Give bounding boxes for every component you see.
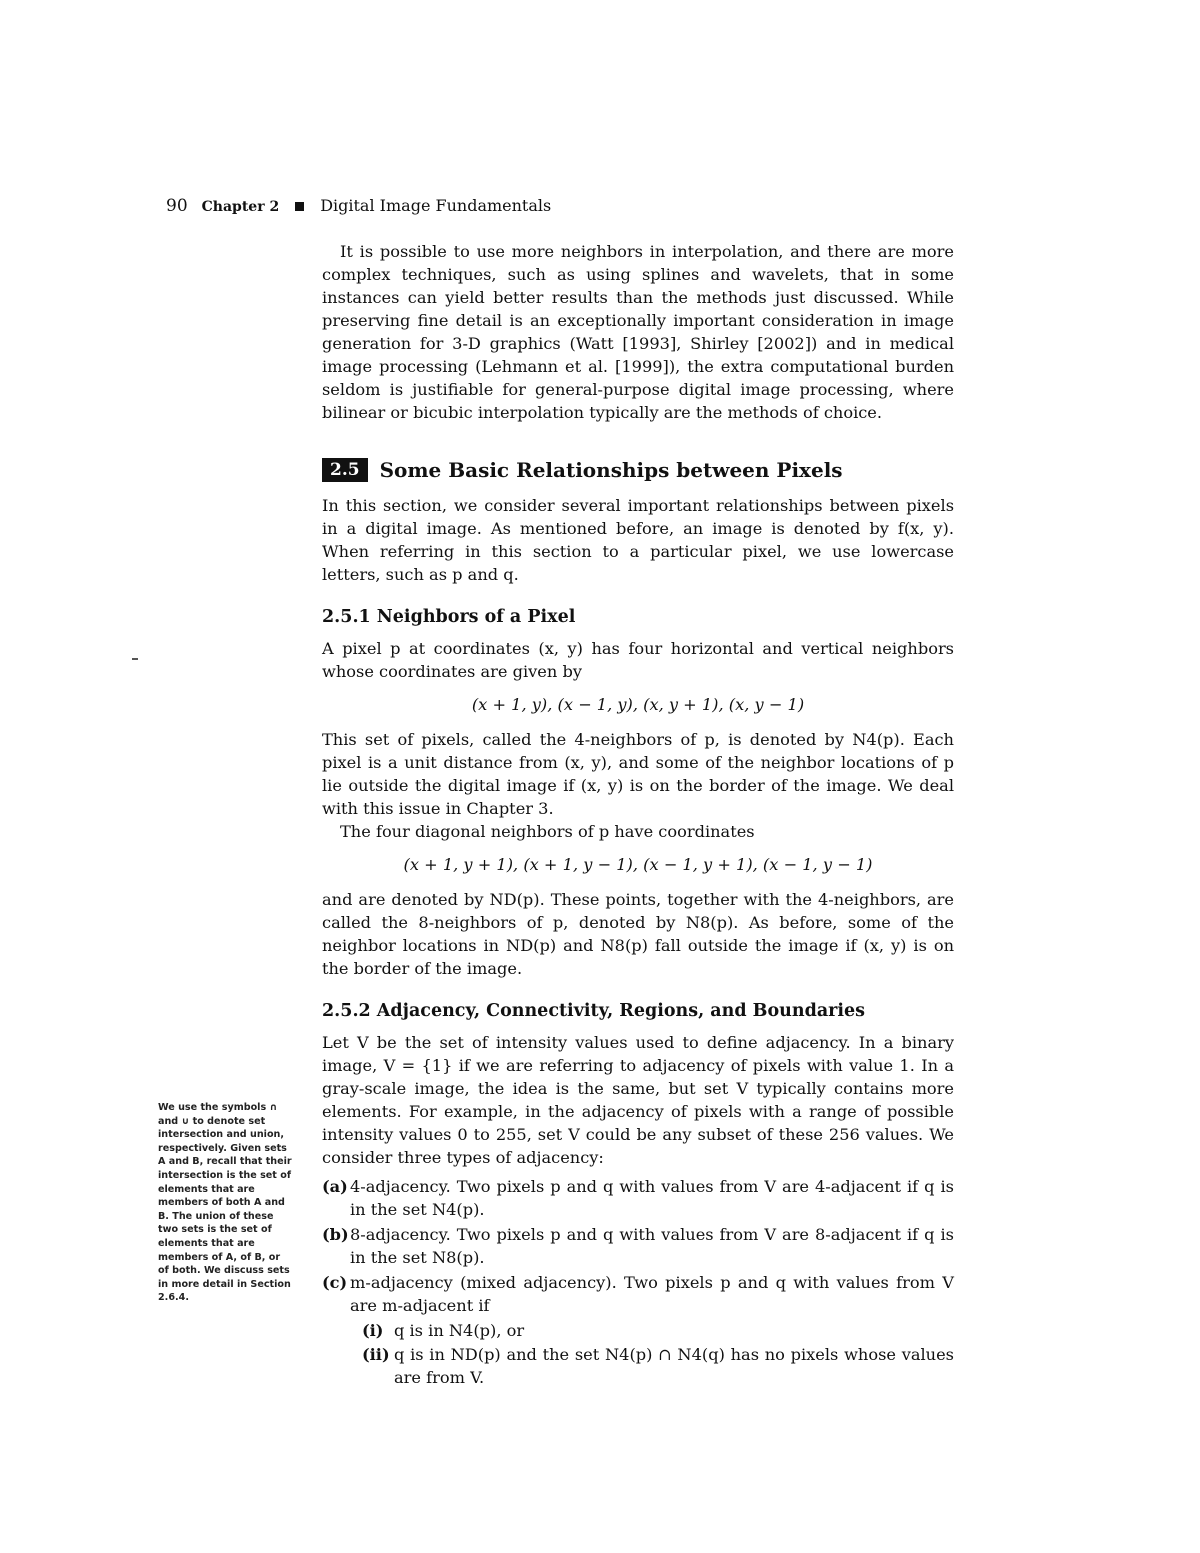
sub-list-item: [362, 1343, 954, 1389]
list-item-label: (a): [322, 1177, 348, 1196]
chapter-label: Chapter 2: [201, 199, 280, 215]
sub-list-item-label: (ii): [362, 1345, 390, 1364]
running-header: [166, 196, 551, 216]
equation-diagonal-neighbors: (x + 1, y + 1), (x + 1, y − 1), (x − 1, y + 1), (x − 1, y − 1): [403, 855, 873, 874]
subsection-heading-adjacency: 2.5.2 Adjacency, Connectivity, Regions, and Boundaries: [322, 1001, 866, 1021]
neighbors-paragraph-2: This set of pixels, called the 4-neighbors of p, is denoted by N4(p). Each pixel is a unit distance from (x, y), and some of the neighbor locations of p lie outside the digital image if (x, y) is on the border of the image. We deal with this issue in Chapter 3.: [322, 730, 954, 818]
margin-note: We use the symbols ∩ and ∪ to denote set intersection and union, respectively. Given sets A and B, recall that their intersection is the set of elements that are members of both A and B. The union of these two sets is the set of elements that are members of A, of B, or of both. We discuss sets in more detail in Section 2.6.4.: [158, 1102, 292, 1304]
section-number-badge: 2.5: [322, 458, 368, 482]
sub-list-item-text: q is in ND(p) and the set N4(p) ∩ N4(q) has no pixels whose values are from V.: [394, 1345, 954, 1387]
list-item-label: (b): [322, 1225, 349, 1244]
separator-square-icon: [295, 202, 304, 211]
list-item: [322, 1223, 954, 1269]
list-item: [322, 1271, 954, 1317]
neighbors-paragraph-4: and are denoted by ND(p). These points, together with the 4-neighbors, are called the 8-neighbors of p, denoted by N8(p). As before, some of the neighbor locations in ND(p) and N8(p) fall outside the image if (x, y) is on the border of the image.: [322, 890, 954, 978]
neighbors-paragraph-3: The four diagonal neighbors of p have coordinates: [340, 822, 755, 841]
sub-list-item-text: q is in N4(p), or: [394, 1321, 525, 1340]
section-intro-paragraph: In this section, we consider several important relationships between pixels in a digital image. As mentioned before, an image is denoted by f(x, y). When referring in this section to a particular pixel, we use lowercase letters, such as p and q.: [322, 496, 954, 584]
section-heading: [322, 458, 954, 482]
list-item-text: 8-adjacency. Two pixels p and q with values from V are 8-adjacent if q is in the set N8(p).: [350, 1225, 954, 1267]
adjacency-list: [322, 1175, 954, 1389]
list-item-label: (c): [322, 1273, 348, 1292]
list-item: [322, 1175, 954, 1221]
page-number: 90: [166, 196, 188, 216]
sub-list-item: [362, 1319, 954, 1342]
margin-tick: [132, 658, 138, 660]
equation-4-neighbors: (x + 1, y), (x − 1, y), (x, y + 1), (x, y − 1): [471, 695, 805, 714]
main-text-column: [322, 240, 954, 1390]
adjacency-paragraph: Let V be the set of intensity values used to define adjacency. In a binary image, V = {1} if we are referring to adjacency of pixels with value 1. In a gray-scale image, the idea is the same, but set V typically contains more elements. For example, in the adjacency of pixels with a range of possible intensity values 0 to 255, set V could be any subset of these 256 values. We consider three types of adjacency:: [322, 1033, 954, 1167]
subsection-heading-neighbors: 2.5.1 Neighbors of a Pixel: [322, 607, 576, 627]
neighbors-paragraph-1: A pixel p at coordinates (x, y) has four horizontal and vertical neighbors whose coordinates are given by: [322, 639, 954, 681]
sub-list-item-label: (i): [362, 1321, 384, 1340]
intro-paragraph: It is possible to use more neighbors in interpolation, and there are more complex techniques, such as using splines and wavelets, that in some instances can yield better results than the methods just discussed. While preserving fine detail is an exceptionally important consideration in image generation for 3-D graphics (Watt [1993], Shirley [2002]) and in medical image processing (Lehmann et al. [1999]), the extra computational burden seldom is justifiable for general-purpose digital image processing, where bilinear or bicubic interpolation typically are the methods of choice.: [322, 242, 954, 422]
list-item-text: 4-adjacency. Two pixels p and q with values from V are 4-adjacent if q is in the set N4(p).: [350, 1177, 954, 1219]
list-item-text: m-adjacency (mixed adjacency). Two pixels p and q with values from V are m-adjacent if: [350, 1273, 954, 1315]
chapter-title: Digital Image Fundamentals: [320, 196, 552, 215]
section-title: Some Basic Relationships between Pixels: [379, 457, 843, 482]
